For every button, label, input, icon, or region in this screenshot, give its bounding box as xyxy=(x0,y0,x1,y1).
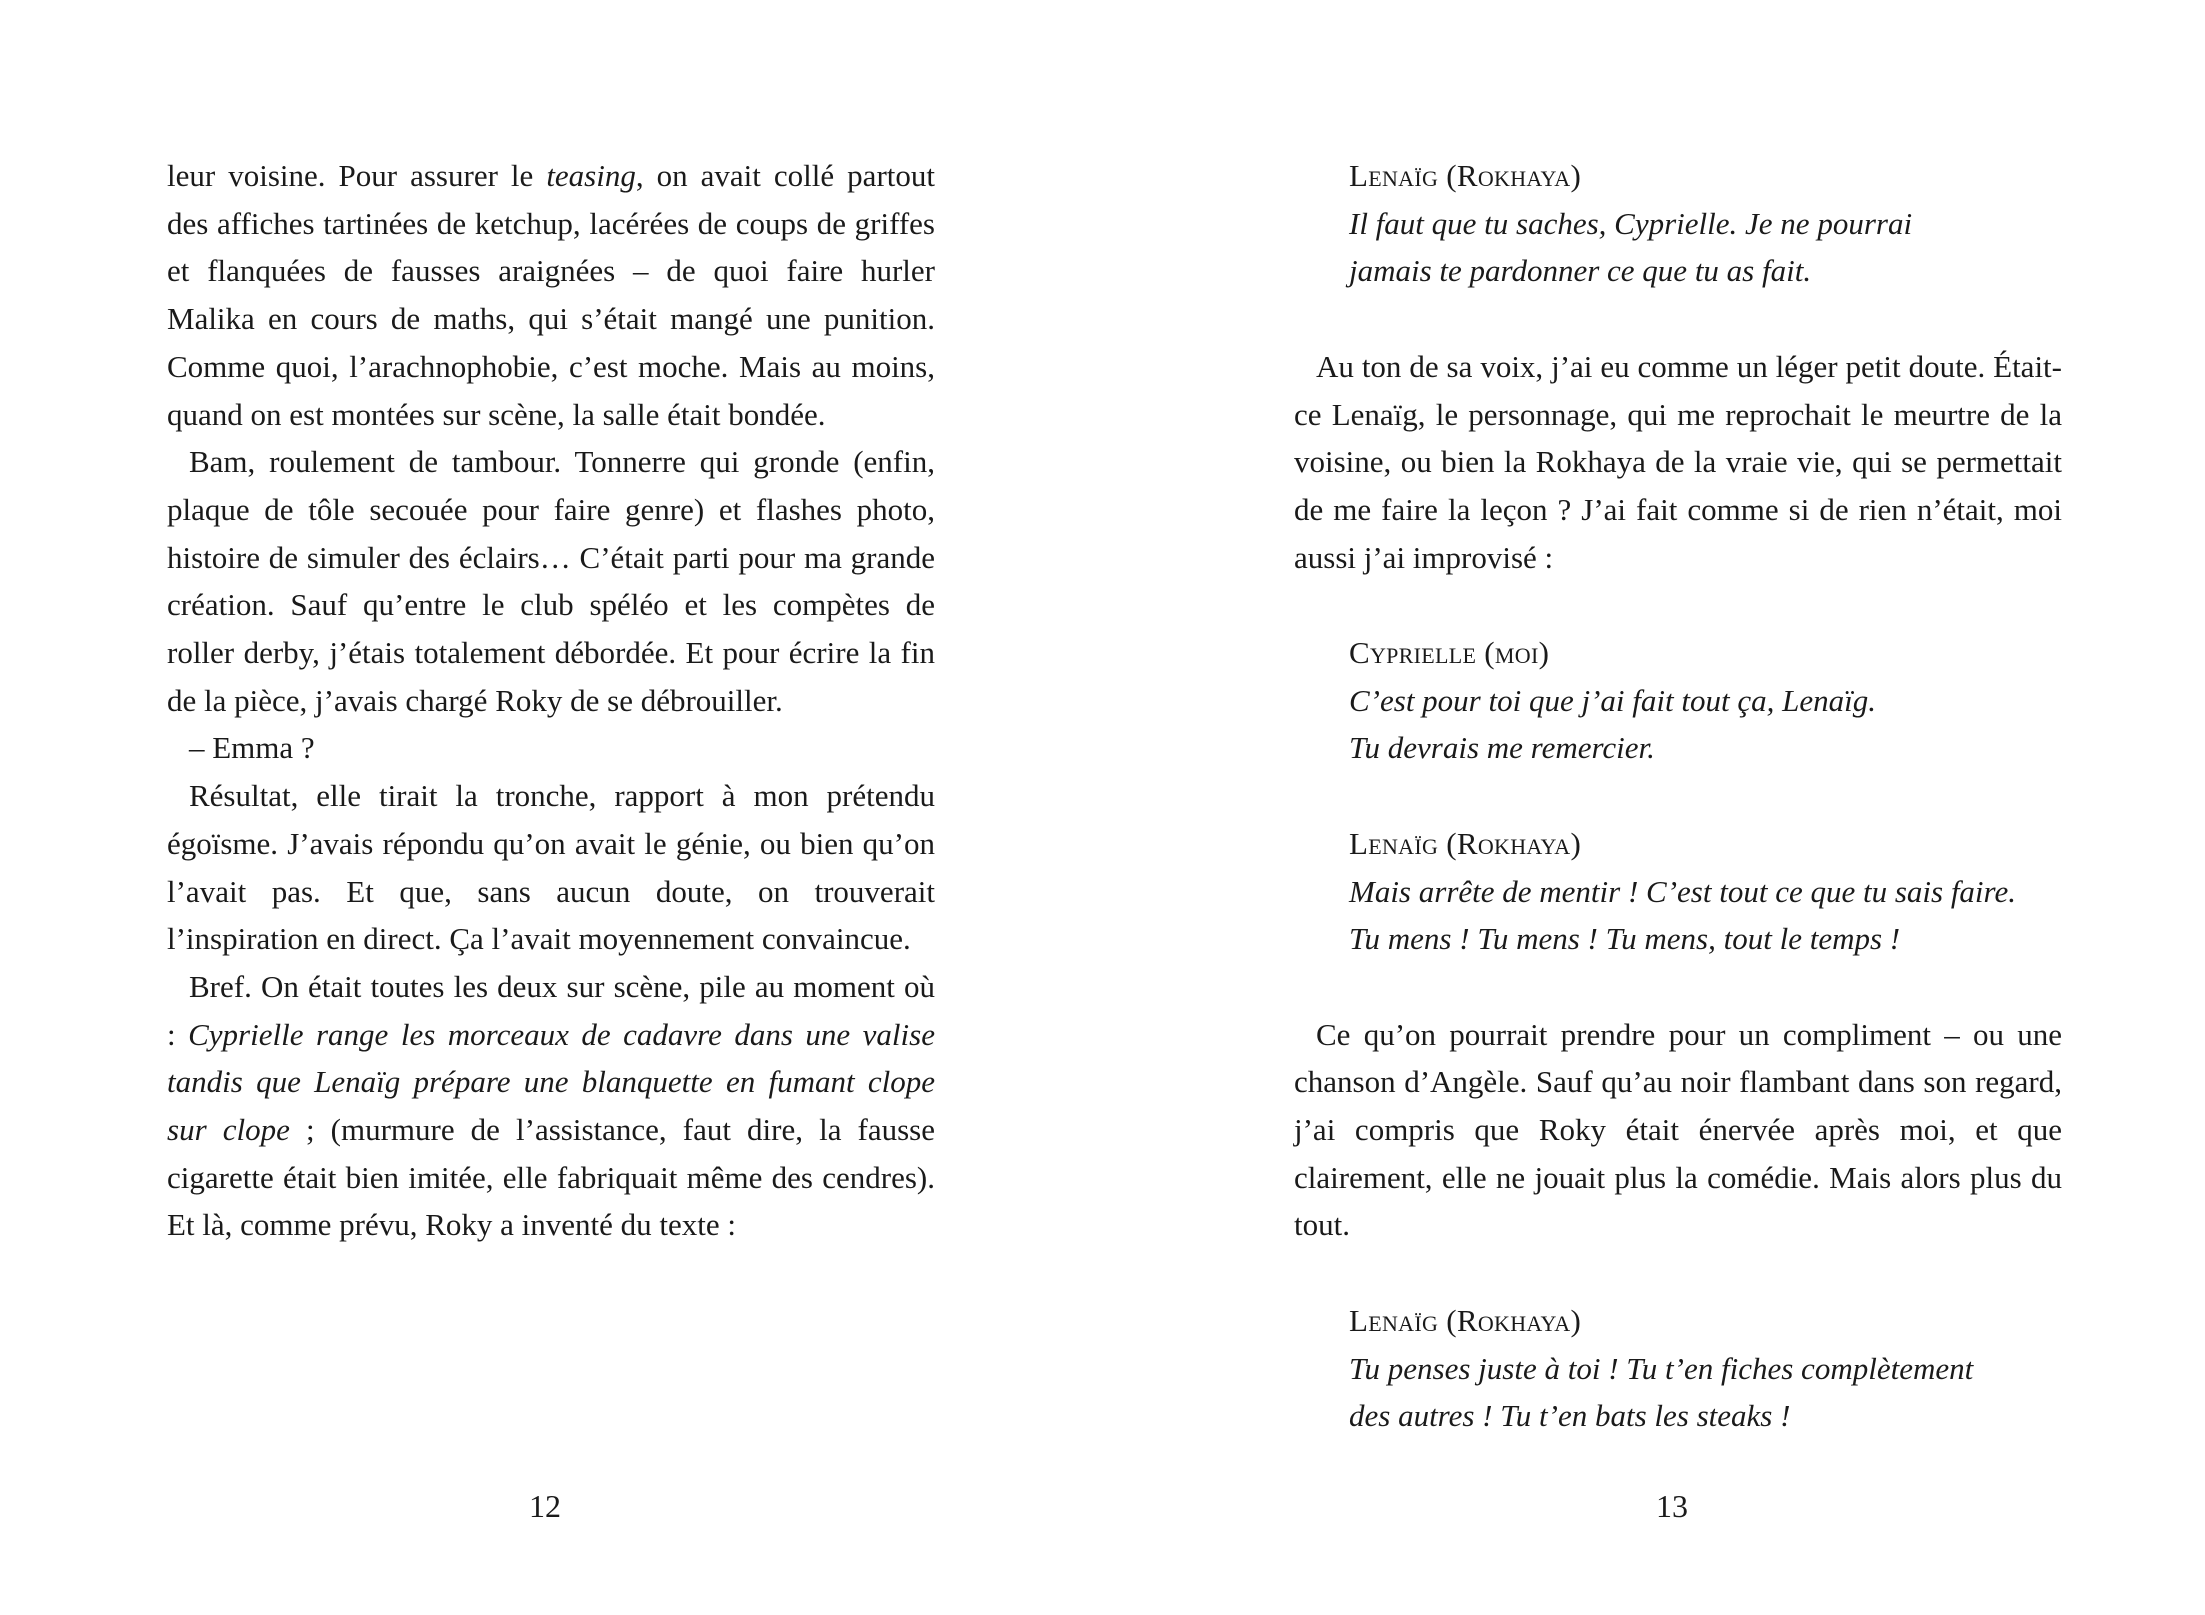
dialogue-line: jamais te pardonner ce que tu as fait. xyxy=(1349,253,1812,289)
dialogue-line: C’est pour toi que j’ai fait tout ça, Lenaïg. xyxy=(1349,682,1876,718)
paragraph: Au ton de sa voix, j’ai eu comme un léger petit doute. Était-ce Lenaïg, le personnage, qui me reprochait le meurtre de la voisine, ou bien la Rokhaya de la vraie vie, qui se permettait de me faire la leçon ? J’ai fait comme si de rien n’était, moi aussi j’ai improvisé : xyxy=(1294,348,2062,575)
dialogue-block xyxy=(1349,820,2062,963)
dialogue-line: Il faut que tu saches, Cyprielle. Je ne pourrai xyxy=(1349,205,1913,241)
paragraph: Bref. On était toutes les deux sur scène, pile au moment où : Cyprielle range les morceaux de cadavre dans une valise tandis que Lenaïg prépare une blanquette en fumant clope sur clope ; (murmure de l’assistance, faut dire, la fausse cigarette était bien imitée, elle fabriquait même des cendres). Et là, comme prévu, Roky a inventé du texte : xyxy=(167,968,936,1243)
right-page-text xyxy=(1294,152,2062,1440)
speaker-name: Lenaïg (Rokhaya) xyxy=(1349,825,1582,861)
dialogue-line: des autres ! Tu t’en bats les steaks ! xyxy=(1349,1398,1791,1434)
stage-direction: Cyprielle range les morceaux de cadavre dans une valise tandis que Lenaïg prépare une blanquette en fumant clope sur clope xyxy=(167,1016,935,1148)
speaker-name: Lenaïg (Rokhaya) xyxy=(1349,158,1582,193)
left-page xyxy=(0,0,1102,1615)
speaker-name: Cyprielle (moi) xyxy=(1349,635,1550,670)
dialogue-line: Tu devrais me remercier. xyxy=(1349,730,1655,766)
page-number: 13 xyxy=(1656,1488,1688,1524)
dialogue-block xyxy=(1349,1297,2062,1440)
paragraph: Bam, roulement de tambour. Tonnerre qui gronde (enfin, plaque de tôle secouée pour faire genre) et flashes photo, histoire de simuler des éclairs… C’était parti pour ma grande création. Sauf qu’entre le club spéléo et les compètes de roller derby, j’étais totalement débordée. Et pour écrire la fin de la pièce, j’avais chargé Roky de se débrouiller. xyxy=(167,444,935,718)
italic-term: teasing xyxy=(546,158,636,193)
paragraph: leur voisine. Pour assurer le teasing, on avait collé partout des affiches tartinées de ketchup, lacérées de coups de griffes et flanquées de fausses araignées – de quoi faire hurler Malika en cours de maths, qui s’était mangé une punition. Comme quoi, l’arachnophobie, c’est moche. Mais au moins, quand on est montées sur scène, la salle était bondée. xyxy=(167,158,935,432)
left-page-text xyxy=(167,152,935,1249)
dialogue-block xyxy=(1349,152,2062,295)
paragraph: Résultat, elle tirait la tronche, rapport à mon prétendu égoïsme. J’avais répondu qu’on avait le génie, ou bien qu’on l’avait pas. Et que, sans aucun doute, on trouverait l’inspiration en direct. Ça l’avait moyennement convaincue. xyxy=(167,778,935,957)
dialogue-line: Mais arrête de mentir ! C’est tout ce que tu sais faire. xyxy=(1349,873,2016,909)
dialogue-line: Tu mens ! Tu mens ! Tu mens, tout le temps ! xyxy=(1349,921,1901,957)
dialogue-block xyxy=(1349,629,2062,772)
right-page xyxy=(1102,0,2204,1615)
speaker-name: Lenaïg (Rokhaya) xyxy=(1349,1302,1582,1338)
page-number: 12 xyxy=(529,1488,561,1524)
dialogue-line: – Emma ? xyxy=(189,730,315,766)
paragraph: Ce qu’on pourrait prendre pour un compliment – ou une chanson d’Angèle. Sauf qu’au noir flambant dans son regard, j’ai compris que Roky était énervée après moi, et que clairement, elle ne jouait plus la comédie. Mais alors plus du tout. xyxy=(1294,1016,2062,1243)
dialogue-line: Tu penses juste à toi ! Tu t’en fiches complètement xyxy=(1349,1350,1974,1386)
